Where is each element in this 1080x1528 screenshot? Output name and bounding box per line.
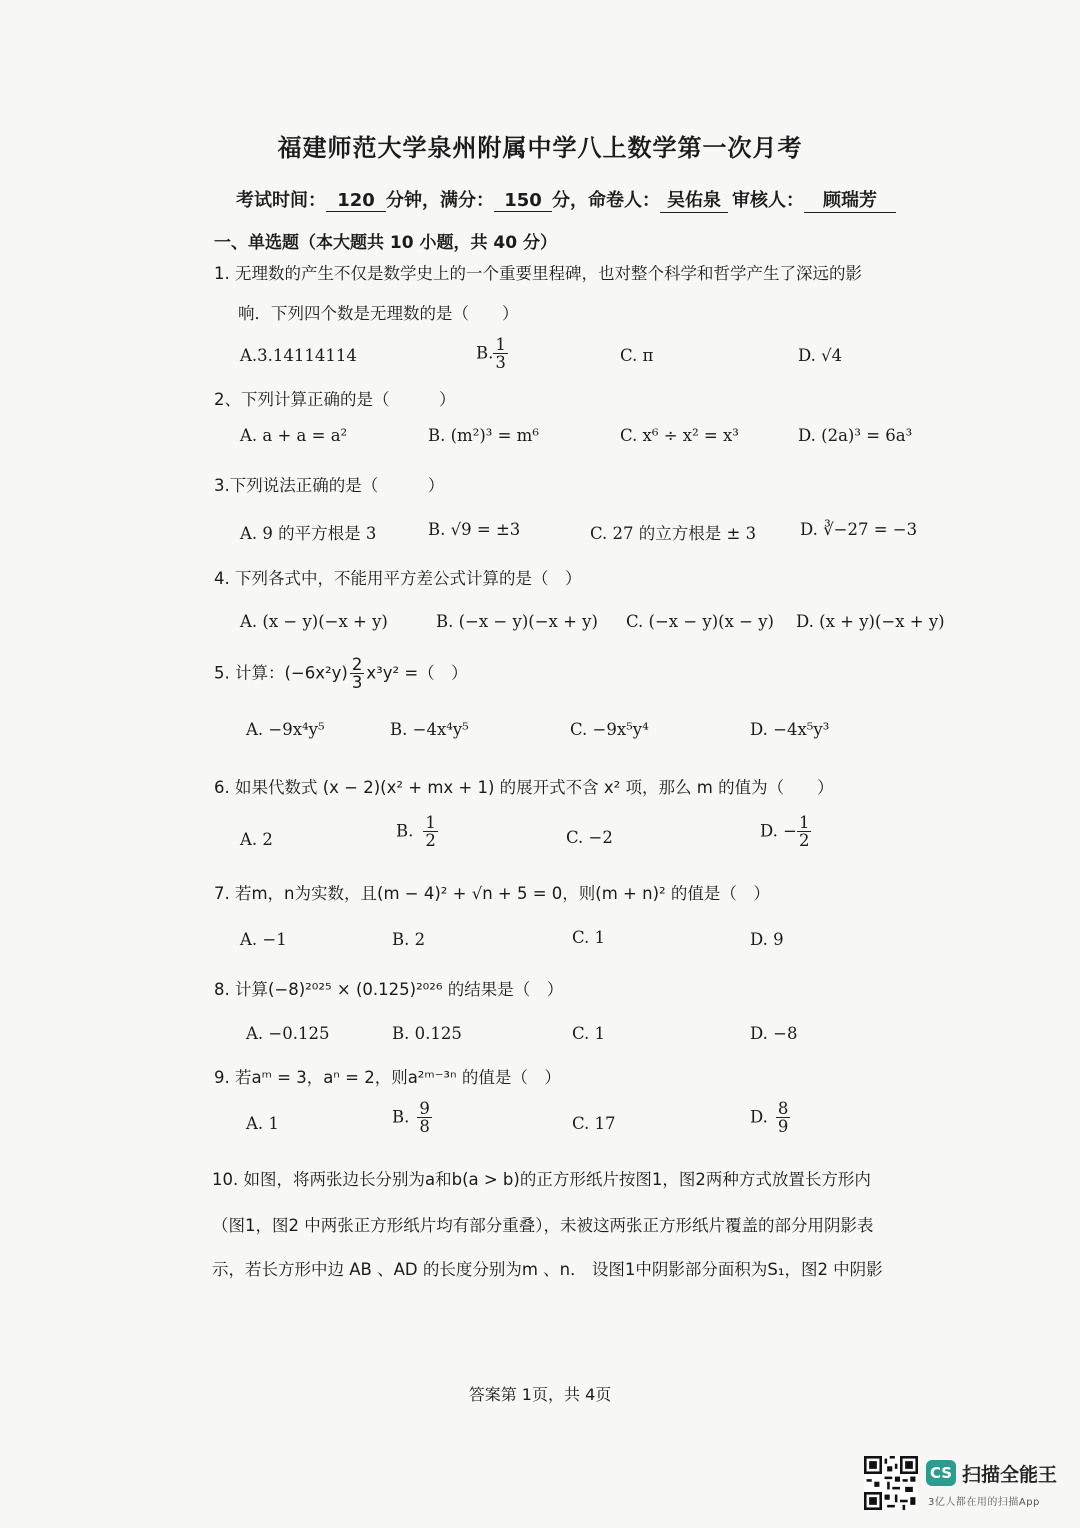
- q6-option-b-label: B.: [396, 821, 414, 841]
- camscanner-logo: CS: [926, 1460, 956, 1486]
- q5-option-c: C. −9x⁵y⁴: [570, 720, 649, 739]
- time-value: 120: [326, 190, 386, 212]
- q6-option-b: [396, 814, 438, 850]
- q9-option-a: A. 1: [246, 1114, 279, 1133]
- q1-option-a: A.3.14114114: [240, 346, 357, 365]
- q6-stem: 6. 如果代数式 (x − 2)(x² + mx + 1) 的展开式不含 x² 项，那么 m 的值为（ ）: [214, 778, 834, 797]
- q2-option-b: B. (m²)³ = m⁶: [428, 426, 539, 445]
- q6-option-d-den: 2: [798, 831, 810, 851]
- q2-option-a: A. a + a = a²: [240, 426, 348, 445]
- q1-option-b-num: 1: [495, 335, 506, 354]
- q7-option-b: B. 2: [392, 930, 426, 949]
- q3-option-c: C. 27 的立方根是 ± 3: [590, 524, 757, 543]
- q9-option-b-num: 9: [419, 1099, 430, 1118]
- reviewer-value: 顾瑞芳: [804, 186, 896, 213]
- q7-option-c: C. 1: [572, 928, 606, 947]
- q4-option-a: A. (x − y)(−x + y): [240, 612, 388, 631]
- q7-stem: 7. 若m，n为实数，且(m − 4)² + √n + 5 = 0，则(m + n)² 的值是（ ）: [214, 884, 770, 903]
- q8-option-b: B. 0.125: [392, 1024, 462, 1043]
- q3-option-d: D. ∛−27 = −3: [800, 520, 918, 539]
- q5-stem-num: 2: [351, 655, 363, 674]
- time-unit: 分钟，满分：: [386, 190, 494, 211]
- q9-option-d-den: 9: [777, 1117, 789, 1137]
- q1-option-b-label: B.: [476, 343, 494, 363]
- q2-option-d: D. (2a)³ = 6a³: [798, 426, 913, 445]
- q5-stem-den: 3: [351, 673, 363, 693]
- q10-line1: 10. 如图，将两张边长分别为a和b(a > b)的正方形纸片按图1，图2两种方式放置长方形内: [212, 1170, 871, 1189]
- q4-option-d: D. (x + y)(−x + y): [796, 612, 945, 631]
- q1-stem-line1: 1. 无理数的产生不仅是数学史上的一个重要里程碑，也对整个科学和哲学产生了深远的影: [214, 264, 862, 283]
- q1-option-b-den: 3: [495, 353, 506, 373]
- q9-stem: 9. 若aᵐ = 3，aⁿ = 2，则a²ᵐ⁻³ⁿ 的值是（ ）: [214, 1068, 561, 1087]
- q4-option-c: C. (−x − y)(x − y): [626, 612, 774, 631]
- q9-option-b-den: 8: [419, 1117, 430, 1137]
- q5-stem: [214, 656, 468, 692]
- q2-stem: 2、下列计算正确的是（ ）: [214, 390, 456, 409]
- time-label: 考试时间：: [236, 190, 326, 211]
- q1-option-c: C. π: [620, 346, 654, 365]
- q9-option-b: [392, 1100, 432, 1136]
- q6-option-c: C. −2: [566, 828, 613, 847]
- q4-option-b: B. (−x − y)(−x + y): [436, 612, 598, 631]
- app-name: 扫描全能王: [962, 1464, 1058, 1486]
- page-footer: 答案第 1页，共 4页: [468, 1385, 612, 1404]
- q6-option-a: A. 2: [240, 830, 273, 849]
- q8-option-a: A. −0.125: [246, 1024, 330, 1043]
- q3-stem: 3.下列说法正确的是（ ）: [214, 476, 445, 495]
- q6-option-b-den: 2: [425, 831, 436, 851]
- q10-line2: （图1，图2 中两张正方形纸片均有部分重叠），未被这两张正方形纸片覆盖的部分用阴影表: [212, 1216, 874, 1235]
- q3-option-b: B. √9 = ±3: [428, 520, 521, 539]
- q8-stem: 8. 计算(−8)²⁰²⁵ × (0.125)²⁰²⁶ 的结果是（ ）: [214, 980, 564, 999]
- score-unit: 分，命卷人：: [552, 190, 660, 211]
- page-title: 福建师范大学泉州附属中学八上数学第一次月考: [277, 134, 803, 162]
- q1-option-d: D. √4: [798, 346, 843, 365]
- q5-option-a: A. −9x⁴y⁵: [246, 720, 325, 739]
- q9-option-d-num: 8: [777, 1099, 789, 1118]
- q6-option-b-num: 1: [425, 813, 436, 832]
- q5-option-d: D. −4x⁵y³: [750, 720, 830, 739]
- qr-code-icon: [864, 1456, 918, 1510]
- q4-stem: 4. 下列各式中，不能用平方差公式计算的是（ ）: [214, 569, 582, 588]
- q9-option-d-label: D.: [750, 1107, 768, 1127]
- q5-option-b: B. −4x⁴y⁵: [390, 720, 469, 739]
- q9-option-b-label: B.: [392, 1107, 410, 1127]
- q7-option-a: A. −1: [240, 930, 287, 949]
- q6-option-d: [760, 814, 811, 850]
- section-heading: 一、单选题（本大题共 10 小题，共 40 分）: [214, 233, 557, 253]
- q3-option-a: A. 9 的平方根是 3: [240, 524, 377, 543]
- q5-stem-pre: 5. 计算：(−6x²y): [214, 663, 348, 683]
- q8-option-d: D. −8: [750, 1024, 798, 1043]
- reviewer-label: 审核人：: [732, 190, 804, 211]
- exam-meta: [236, 186, 896, 213]
- author-value: 吴佑泉: [660, 186, 728, 213]
- q1-option-b: [476, 336, 508, 372]
- q6-option-d-num: 1: [798, 813, 810, 832]
- score-value: 150: [494, 190, 552, 212]
- q9-option-c: C. 17: [572, 1114, 616, 1133]
- q6-option-d-label: D. −: [760, 821, 797, 841]
- q2-option-c: C. x⁶ ÷ x² = x³: [620, 426, 739, 445]
- q5-stem-post: x³y² =（ ）: [366, 663, 468, 683]
- q7-option-d: D. 9: [750, 930, 784, 949]
- q8-option-c: C. 1: [572, 1024, 606, 1043]
- q10-line3: 示，若长方形中边 AB 、AD 的长度分别为m 、n． 设图1中阴影部分面积为S₁，图2 中阴影: [212, 1260, 883, 1279]
- q1-stem-line2: 响．下列四个数是无理数的是（ ）: [238, 304, 519, 323]
- q9-option-d: [750, 1100, 790, 1136]
- app-tagline: 3亿人都在用的扫描App: [928, 1497, 1040, 1508]
